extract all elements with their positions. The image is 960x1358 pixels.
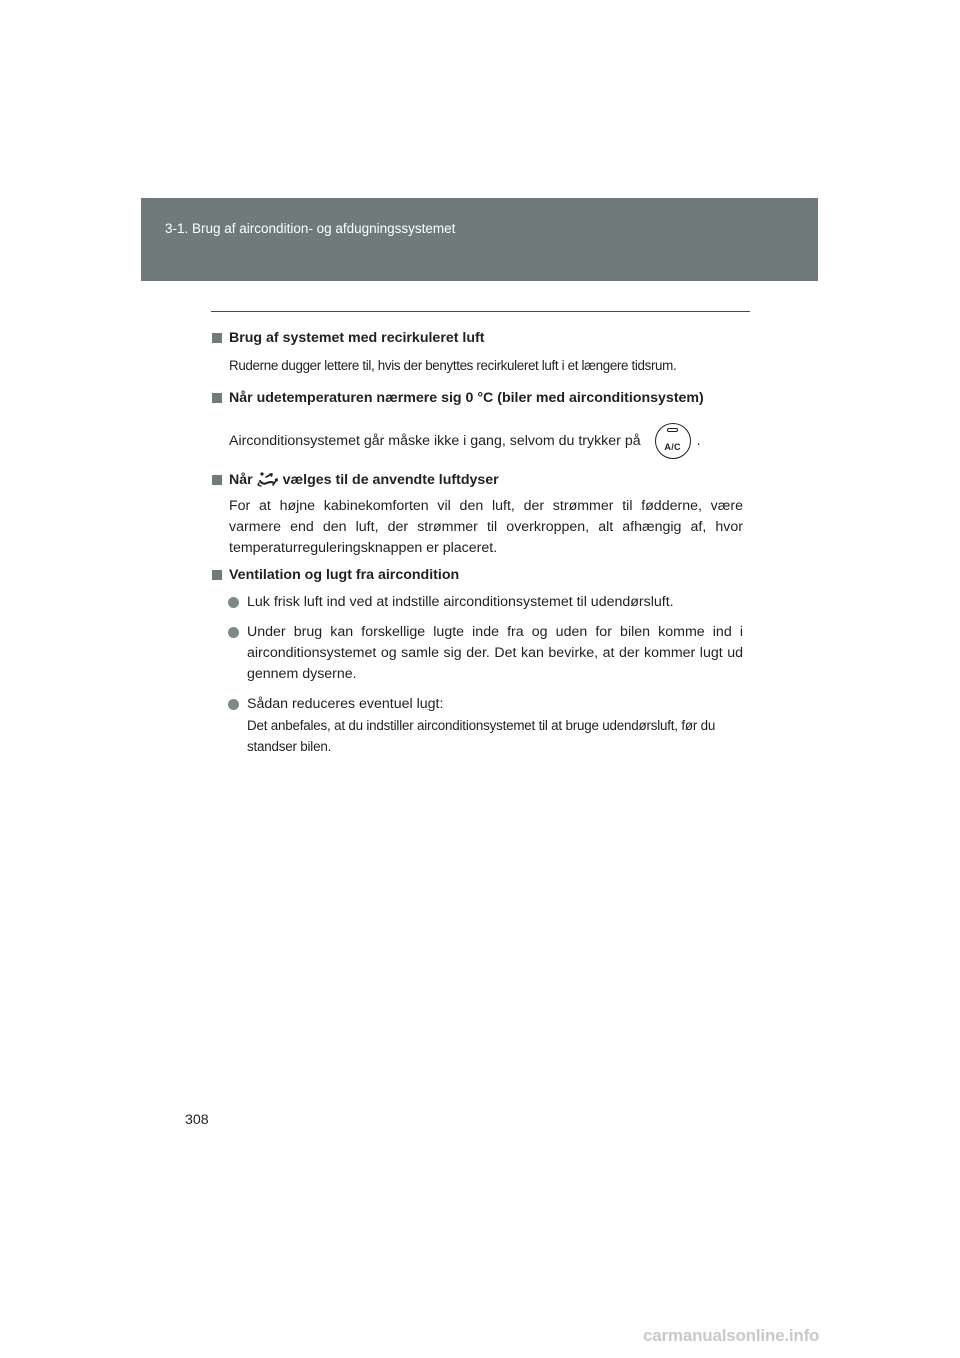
section-header-band: [141, 198, 818, 281]
section-heading: [211, 388, 743, 409]
ac-button-label: A/C: [664, 442, 681, 452]
heading-text-after: vælges til de anvendte luftdyser: [282, 472, 499, 488]
bullet-dot-icon: [228, 597, 239, 608]
list-item: [211, 592, 743, 613]
ac-instruction-line: [211, 423, 743, 459]
page-content: [211, 328, 743, 757]
section-outside-temperature: [211, 388, 743, 459]
section-text: For at højne kabinekomforten vil den luft, der strømmer til fødderne, være varmere end den luft, der strømmer til overkroppen, alt afhængig af, hvor temperaturreguleringsknappen er placeret.: [229, 498, 743, 556]
list-item-text: Det anbefales, at du indstiller airconditionsystemet til at bruge udendørsluft, før du standser bilen.: [247, 718, 716, 754]
section-vent-mode: [211, 470, 743, 559]
vent-mode-icon: [257, 471, 279, 487]
square-marker-icon: [212, 393, 222, 403]
heading-text: Brug af systemet med recirkuleret luft: [229, 330, 485, 346]
section-ventilation-odor: [211, 565, 743, 757]
ac-instruction-text: Airconditionsystemet går måske ikke i gang, selvom du trykker på: [229, 432, 641, 449]
list-item-text: Under brug kan forskellige lugte inde fra og uden for bilen komme ind i airconditionsystemet og samle sig der. Det kan bevirke, at der kommer lugt ud gennem dyserne.: [247, 624, 743, 682]
section-heading: [211, 470, 743, 491]
ac-indicator-icon: [667, 428, 678, 432]
square-marker-icon: [212, 570, 222, 580]
section-recirculated-air: [211, 328, 743, 376]
watermark: carmanualsonline.info: [643, 1326, 820, 1345]
section-text: Ruderne dugger lettere til, hvis der benyttes recirkuleret luft i et længere tidsrum.: [229, 358, 677, 373]
square-marker-icon: [212, 475, 222, 485]
section-heading: [211, 565, 743, 586]
section-heading: [211, 328, 743, 349]
ac-button-icon: [655, 423, 691, 459]
list-item-title: Sådan reduceres eventuel lugt:: [247, 696, 444, 712]
list-item: [211, 694, 743, 757]
page-number: 308: [185, 1112, 209, 1128]
heading-text-before: Når: [229, 472, 253, 488]
ac-instruction-end: .: [696, 432, 701, 449]
section-title: 3-1. Brug af aircondition- og afdugningssystemet: [165, 221, 456, 236]
bullet-dot-icon: [228, 699, 239, 710]
section-divider: [211, 311, 750, 312]
heading-text: Når udetemperaturen nærmere sig 0 °C (biler med airconditionsystem): [229, 390, 704, 406]
heading-text: Ventilation og lugt fra aircondition: [229, 567, 460, 583]
list-item: [211, 622, 743, 685]
bullet-dot-icon: [228, 627, 239, 638]
list-item-text: Luk frisk luft ind ved at indstille airconditionsystemet til udendørsluft.: [247, 594, 674, 610]
square-marker-icon: [212, 333, 222, 343]
